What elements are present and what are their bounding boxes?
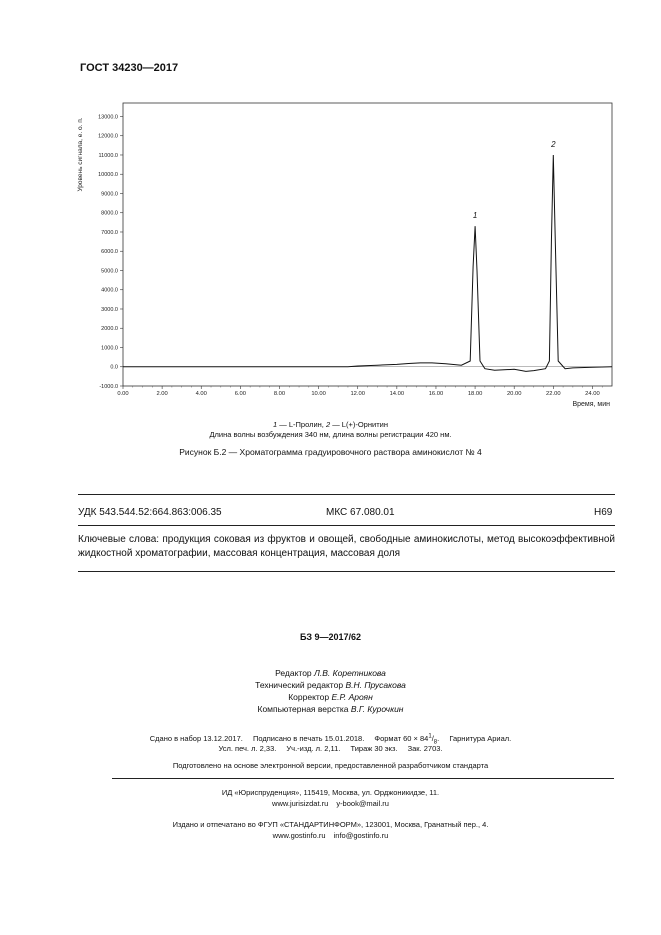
- editor-name: Л.В. Коретникова: [314, 668, 386, 678]
- x-tick-label: 10.00: [311, 391, 326, 397]
- layout-name: В.Г. Курочкин: [350, 704, 404, 714]
- publisher-email[interactable]: y-book@mail.ru: [336, 799, 389, 808]
- layout-line: [0, 704, 661, 714]
- chromatogram-chart: [0, 95, 661, 415]
- edition-sheets: Уч.-изд. л. 2,11.: [286, 744, 341, 753]
- y-tick-label: 3000.0: [101, 306, 118, 313]
- layout-label: Компьютерная верстка: [257, 704, 349, 714]
- x-tick-label: 2.00: [156, 391, 168, 397]
- legend-number-2: 2: [325, 420, 331, 429]
- y-tick-label: 2000.0: [101, 326, 118, 333]
- x-tick-label: 8.00: [273, 391, 286, 397]
- figure-caption: Рисунок Б.2 — Хроматограмма градуировочного раствора аминокислот № 4: [179, 447, 482, 457]
- format: Формат $60 \times 84^1/_8$.: [374, 733, 440, 745]
- print-sheets: Усл. печ. л. 2,33.: [218, 744, 277, 753]
- y-tick-label: 11000.0: [98, 152, 118, 159]
- editor-line: [0, 668, 661, 678]
- x-tick-label: 14.00: [389, 391, 405, 397]
- peak-labels: [473, 140, 556, 220]
- x-tick-label: 12.00: [350, 391, 365, 397]
- x-tick-label: 6.00: [234, 391, 247, 397]
- order-number: Зак. 2703.: [407, 744, 443, 753]
- y-axis: [98, 114, 123, 390]
- tech-editor-name: В.Н. Прусакова: [345, 680, 406, 690]
- y-tick-label: 0.0: [110, 364, 118, 371]
- keywords: Ключевые слова: продукция соковая из фруктов и овощей, свободные аминокислоты, метод высокоэффективной жидкостной хроматографии, массовая концентрация, массовая доля: [78, 534, 615, 559]
- format-prefix: Формат 60 × 84: [374, 733, 429, 743]
- udk-code: УДК 543.544.52:664.863:006.35: [78, 507, 222, 518]
- x-tick-label: 24.00: [585, 391, 600, 397]
- x-tick-label: 16.00: [428, 391, 444, 397]
- figure-legend: [0, 420, 661, 429]
- y-tick-label: 5000.0: [101, 268, 118, 275]
- x-axis-label: Время, мин: [572, 401, 610, 408]
- printer-website[interactable]: www.gostinfo.ru: [272, 831, 326, 840]
- set-date: Сдано в набор 13.12.2017.: [149, 733, 243, 743]
- x-tick-label: 20.00: [506, 391, 522, 397]
- y-tick-label: 4000.0: [101, 287, 118, 294]
- y-tick-label: 1000.0: [101, 345, 118, 352]
- x-tick-label: 18.00: [467, 391, 483, 397]
- printer-line: Издано и отпечатано во ФГУП «СТАНДАРТИНФОРМ», 123001, Москва, Гранатный пер., 4.: [172, 820, 489, 829]
- signed-date: Подписано в печать 15.01.2018.: [252, 733, 365, 743]
- publisher-website[interactable]: www.jurisizdat.ru: [272, 799, 329, 808]
- chromatogram-trace: [123, 155, 612, 371]
- y-tick-label: 12000.0: [98, 133, 118, 140]
- divider: [112, 778, 614, 779]
- legend-number-1: 1: [273, 420, 278, 429]
- copies: Тираж 30 экз.: [350, 744, 398, 753]
- peak-label: 2: [551, 139, 556, 149]
- corrector-line: [0, 692, 661, 702]
- y-tick-label: -1000.0: [99, 384, 118, 390]
- corrector-label: Корректор: [288, 692, 330, 702]
- editor-label: Редактор: [275, 668, 312, 678]
- printer-contacts: [0, 831, 661, 840]
- publisher-contacts: [0, 799, 661, 808]
- y-tick-label: 9000.0: [101, 191, 118, 198]
- plot-frame: [123, 103, 612, 386]
- print-details-line2: [0, 744, 661, 753]
- figure-wavelengths: Длина волны возбуждения 340 нм, длина волны регистрации 420 нм.: [209, 430, 452, 439]
- format-den: 8: [433, 739, 438, 745]
- corrector-name: Е.Р. Ароян: [331, 692, 373, 702]
- standard-number: ГОСТ 34230—2017: [80, 62, 179, 74]
- printer-email[interactable]: info@gostinfo.ru: [333, 831, 389, 840]
- x-tick-label: 0.00: [117, 391, 129, 397]
- y-tick-label: 6000.0: [101, 249, 118, 256]
- mks-code: МКС 67.080.01: [326, 507, 395, 518]
- legend-item-2: — L(+)-Орнитин: [330, 420, 388, 429]
- legend-item-1: — L-Пролин,: [277, 420, 326, 429]
- okp-code: Н69: [594, 507, 613, 518]
- divider: [78, 525, 615, 526]
- publisher-line: ИД «Юриспруденция», 115419, Москва, ул. Орджоникидзе, 11.: [221, 788, 440, 797]
- y-tick-label: 13000.0: [98, 114, 118, 121]
- font-name: Гарнитура Ариал.: [449, 733, 512, 743]
- y-axis-label: Уровень сигнала, е. о. п.: [77, 117, 84, 192]
- format-num: 1: [428, 733, 432, 739]
- bz-number: БЗ 9—2017/62: [299, 632, 362, 642]
- prepared-note: Подготовлено на основе электронной версии, предоставленной разработчиком стандарта: [172, 761, 489, 770]
- y-tick-label: 10000.0: [98, 172, 118, 179]
- y-tick-label: 8000.0: [101, 210, 118, 217]
- divider: [78, 571, 615, 572]
- y-tick-label: 7000.0: [101, 229, 118, 236]
- x-tick-label: 4.00: [195, 391, 207, 397]
- x-axis: [117, 386, 602, 397]
- x-tick-label: 22.00: [546, 391, 561, 397]
- tech-editor-line: [0, 680, 661, 690]
- tech-editor-label: Технический редактор: [255, 680, 344, 690]
- peak-label: 1: [472, 211, 478, 221]
- divider: [78, 494, 615, 495]
